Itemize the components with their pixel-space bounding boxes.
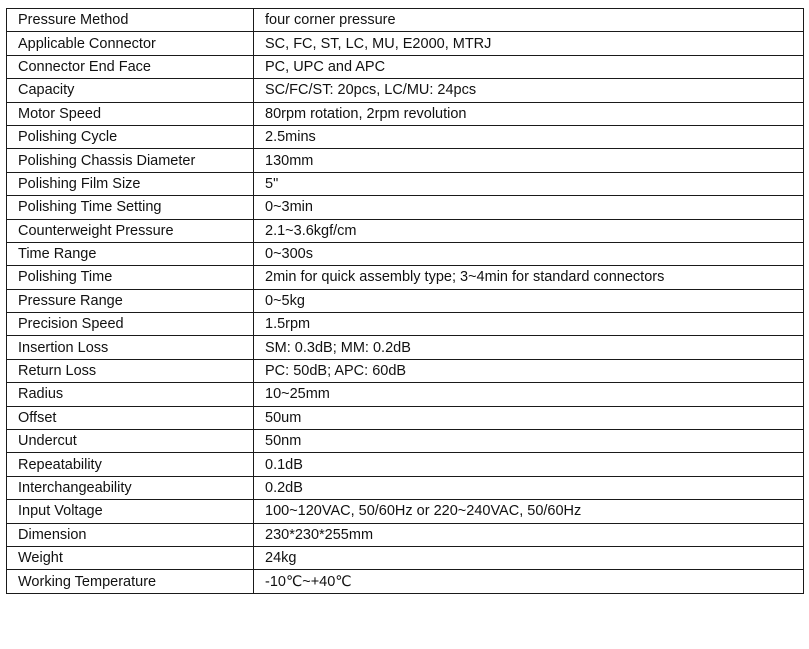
table-row	[7, 102, 804, 125]
spec-value: 2.1~3.6kgf/cm	[254, 219, 804, 242]
spec-label: Weight	[7, 546, 254, 569]
spec-value: 50nm	[254, 430, 804, 453]
table-row	[7, 196, 804, 219]
spec-value: 24kg	[254, 546, 804, 569]
spec-label: Undercut	[7, 430, 254, 453]
spec-value: 10~25mm	[254, 383, 804, 406]
spec-label: Capacity	[7, 79, 254, 102]
spec-label: Counterweight Pressure	[7, 219, 254, 242]
table-row	[7, 383, 804, 406]
table-row	[7, 500, 804, 523]
table-row	[7, 313, 804, 336]
spec-value: SM: 0.3dB; MM: 0.2dB	[254, 336, 804, 359]
spec-label: Polishing Cycle	[7, 125, 254, 148]
spec-label: Interchangeability	[7, 476, 254, 499]
table-row	[7, 336, 804, 359]
table-row	[7, 289, 804, 312]
spec-label: Repeatability	[7, 453, 254, 476]
spec-value: 50um	[254, 406, 804, 429]
spec-value: SC, FC, ST, LC, MU, E2000, MTRJ	[254, 32, 804, 55]
table-row	[7, 79, 804, 102]
table-row	[7, 32, 804, 55]
spec-value: 0~300s	[254, 242, 804, 265]
table-row	[7, 570, 804, 593]
spec-label: Precision Speed	[7, 313, 254, 336]
table-row	[7, 453, 804, 476]
spec-value: 230*230*255mm	[254, 523, 804, 546]
table-row	[7, 125, 804, 148]
spec-label: Pressure Range	[7, 289, 254, 312]
spec-label: Offset	[7, 406, 254, 429]
spec-value: 0.2dB	[254, 476, 804, 499]
table-row	[7, 406, 804, 429]
spec-label: Return Loss	[7, 359, 254, 382]
table-row	[7, 149, 804, 172]
spec-label: Time Range	[7, 242, 254, 265]
table-row	[7, 476, 804, 499]
spec-label: Radius	[7, 383, 254, 406]
spec-table-body	[7, 9, 804, 594]
spec-label: Insertion Loss	[7, 336, 254, 359]
spec-label: Motor Speed	[7, 102, 254, 125]
spec-value: 80rpm rotation, 2rpm revolution	[254, 102, 804, 125]
spec-value: 0.1dB	[254, 453, 804, 476]
table-row	[7, 242, 804, 265]
table-row	[7, 430, 804, 453]
table-row	[7, 9, 804, 32]
table-row	[7, 219, 804, 242]
spec-label: Polishing Time	[7, 266, 254, 289]
table-row	[7, 546, 804, 569]
spec-value: 1.5rpm	[254, 313, 804, 336]
spec-value: 5"	[254, 172, 804, 195]
spec-value: PC: 50dB; APC: 60dB	[254, 359, 804, 382]
spec-label: Working Temperature	[7, 570, 254, 593]
spec-value: 0~5kg	[254, 289, 804, 312]
spec-label: Polishing Time Setting	[7, 196, 254, 219]
spec-label: Dimension	[7, 523, 254, 546]
spec-value: 100~120VAC, 50/60Hz or 220~240VAC, 50/60Hz	[254, 500, 804, 523]
spec-value: 2min for quick assembly type; 3~4min for standard connectors	[254, 266, 804, 289]
spec-label: Connector End Face	[7, 55, 254, 78]
spec-value: PC, UPC and APC	[254, 55, 804, 78]
spec-value: 0~3min	[254, 196, 804, 219]
spec-label: Input Voltage	[7, 500, 254, 523]
spec-value: 2.5mins	[254, 125, 804, 148]
spec-table	[6, 8, 804, 594]
spec-value: -10℃~+40℃	[254, 570, 804, 593]
spec-value: four corner pressure	[254, 9, 804, 32]
table-row	[7, 172, 804, 195]
spec-label: Polishing Chassis Diameter	[7, 149, 254, 172]
table-row	[7, 523, 804, 546]
table-row	[7, 359, 804, 382]
spec-label: Pressure Method	[7, 9, 254, 32]
table-row	[7, 55, 804, 78]
spec-label: Polishing Film Size	[7, 172, 254, 195]
table-row	[7, 266, 804, 289]
spec-label: Applicable Connector	[7, 32, 254, 55]
spec-value: SC/FC/ST: 20pcs, LC/MU: 24pcs	[254, 79, 804, 102]
spec-value: 130mm	[254, 149, 804, 172]
